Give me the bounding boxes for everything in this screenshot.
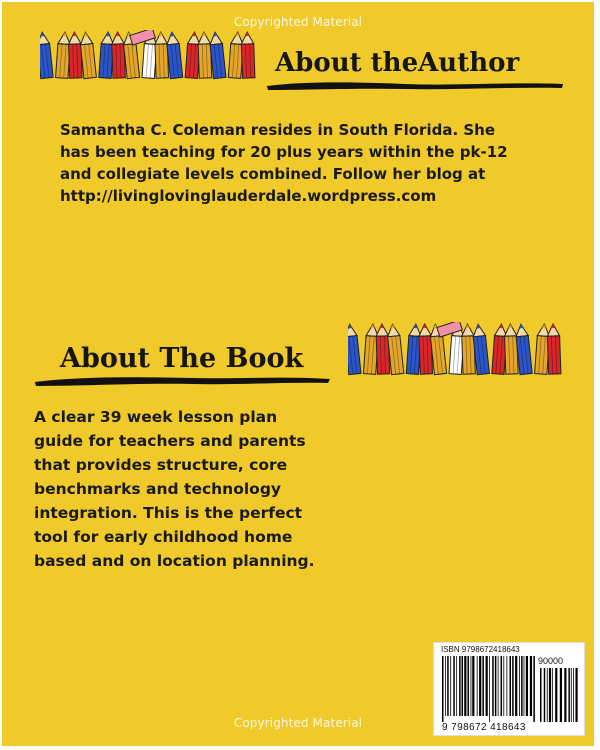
book-line: guide for teachers and parents: [34, 432, 306, 450]
pencil-icon: [419, 324, 433, 374]
pencil-icon: [348, 324, 361, 375]
book-line: that provides structure, core: [34, 456, 288, 474]
brush-underline-author: [265, 78, 565, 92]
book-line: tool for early childhood home: [34, 528, 293, 546]
about-book-heading: About The Book: [60, 343, 304, 374]
isbn-label: ISBN 9798672418643: [441, 645, 520, 654]
pencil-icon: [155, 32, 169, 78]
pencil-icon: [504, 324, 518, 374]
book-back-cover: [2, 2, 594, 746]
pencil-icon: [40, 32, 53, 79]
pencil-icon: [376, 324, 390, 374]
pencils-illustration-middle: [348, 322, 562, 376]
about-author-text: [60, 119, 594, 207]
price-code: 90000: [538, 656, 564, 666]
author-blog-link[interactable]: http://livinglovinglauderdale.wordpress.com: [60, 187, 437, 205]
pencil-icon: [547, 324, 561, 374]
brush-underline-book: [32, 372, 332, 388]
pencil-icon: [111, 32, 125, 78]
pencils-illustration-top: [40, 30, 256, 80]
watermark-top: Copyrighted Material: [233, 15, 363, 29]
barcode-bars: [440, 656, 578, 722]
book-line: benchmarks and technology: [34, 480, 282, 498]
book-line: integration. This is the perfect: [34, 504, 303, 522]
pencil-icon: [461, 324, 475, 374]
about-author-heading: About theAuthor: [275, 48, 520, 78]
author-line: has been teaching for 20 plus years within the pk-12: [60, 143, 508, 161]
pencil-icon: [241, 32, 255, 78]
about-book-text: [34, 405, 384, 573]
book-line: A clear 39 week lesson plan: [34, 408, 278, 426]
author-line: Samantha C. Coleman resides in South Florida. She: [60, 121, 496, 139]
book-line: based and on location planning.: [34, 552, 315, 570]
pencil-icon: [68, 32, 82, 78]
pencil-icon: [198, 32, 212, 78]
barcode-digits: 9 798672 418643: [442, 722, 526, 733]
author-line: and collegiate levels combined. Follow her blog at: [60, 165, 486, 183]
watermark-bottom: Copyrighted Material: [233, 716, 363, 730]
